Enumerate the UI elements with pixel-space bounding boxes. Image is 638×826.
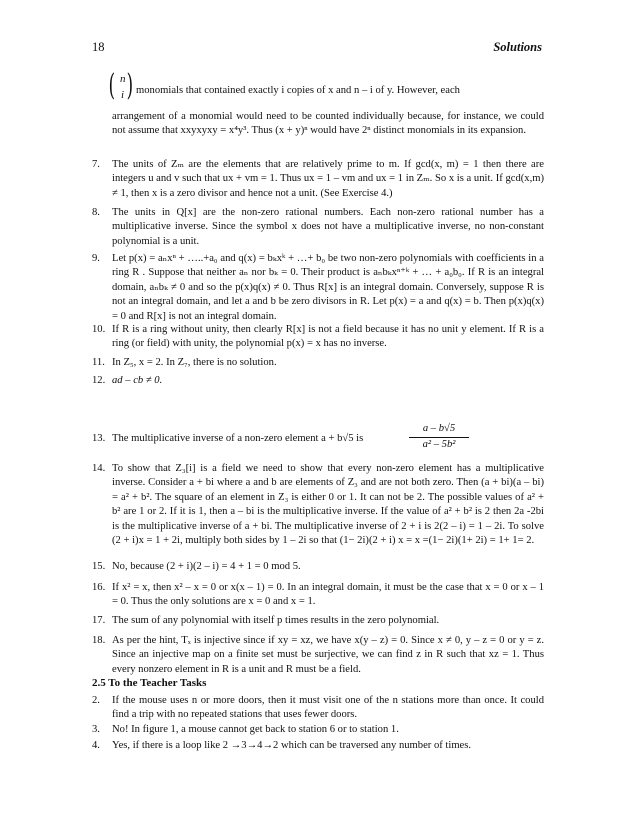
teacher-task-4 [92,739,544,753]
solution-item-15 [92,560,544,574]
item-number: 3. [92,724,100,735]
item-number: 16. [92,582,106,593]
item-number: 10. [92,324,106,335]
solution-item-11 [92,356,544,370]
solution-item-13 [92,432,544,446]
item-text: Yes, if there is a loop like 2 →3→4→2 which can be traversed any number of times. [112,740,472,751]
solution-item-12 [92,374,544,388]
inverse-fraction [409,422,469,453]
item-text: No! In figure 1, a mouse cannot get back to station 6 or to station 1. [112,724,399,735]
item-text: If the mouse uses n or more doors, then it must visit one of the n stations more than once. It could find a trip with no repeated stations that uses fewer doors. [112,695,544,721]
fraction-numerator: a – b√5 [409,422,469,438]
solution-item-8 [92,206,544,249]
right-paren: ) [126,68,134,103]
item-number: 2. [92,695,100,706]
item-number: 11. [92,357,105,368]
item-number: 8. [92,207,100,218]
running-header-title: Solutions [493,40,542,54]
item-number: 17. [92,615,106,626]
item-text: ad – cb ≠ 0. [112,375,163,386]
item-number: 9. [92,253,100,264]
intro-line-2: arrangement of a monomial would need to be counted individually because, for instance, we could not assume that xxyxyxy = x⁴y³. Thus (x + y)ⁿ would have 2ⁿ distinct monomials in its expansion. [112,111,544,137]
item-number: 7. [92,159,100,170]
binom-bottom: i [121,89,125,101]
solution-item-7 [92,158,544,201]
item-text: Let p(x) = aₙxⁿ + …..+a₀ and q(x) = bₖxᵏ + …+ b₀ be two non-zero polynomials with coefficients in a ring R . Suppose that neither aₙ nor bₖ = 0. Their product is aₙbₖxⁿ⁺ᵏ + … + a₀b₀. If R is an integral domain, aₙbₖ ≠ 0 and so the p(x)q(x) ≠ 0. Thus R[x] is an integral domain. Conversely, suppose R is not an integral domain, and let a and b be zero divisors in R. Let p(x) = a and q(x) = b. Then p(x)q(x) = 0 and R[x] is not an integral domain. [112,253,544,322]
item-text: As per the hint, Tₓ is injective since if xy = xz, we have x(y – z) = 0. Since x ≠ 0, y – z = 0 or y = z. Since an injective map on a finite set must be surjective, we can find z in R such that xz = 1. Thus every nonzero element in R is a unit and R must be a field. [112,635,544,675]
teacher-task-2 [92,694,544,723]
item-text: In Z₅, x = 2. In Z₇, there is no solution. [112,357,277,368]
solution-item-17 [92,614,544,628]
left-paren: ( [108,68,116,103]
solution-item-10 [92,323,544,352]
item-text: To show that Z₃[i] is a field we need to show that every non-zero element has a multiplicative inverse. Consider a + bi where a and b are elements of Z₃ and are not both zero. Then (a + bi)(a – bi) = a² + b². The square of an element in Z₃ is either 0 or 1. It can not be 2. The possible values of a² + b² are 1 or 2. If it is 1, then a – bi is the multiplicative inverse. If the value of a² + b² is 2 then 2a -2bi is the multiplicative inverse of a + bi. The multiplicative inverse of 2 + i is 2(2 – i) = 1 – 2i. To solve (2 + i)x = 1 + 2i, multiply both sides by 1 – 2i so that (1− 2i)(2 + i) x = x =(1− 2i)(1+ 2i) = 1+ 1= 2. [112,463,544,547]
item-number: 18. [92,635,106,646]
solution-item-16 [92,581,544,610]
solution-item-14 [92,462,544,548]
fraction-denominator: a² – 5b² [422,439,456,451]
solution-item-9 [92,252,544,324]
teacher-task-3 [92,723,544,737]
item-number: 15. [92,561,106,572]
item-number: 12. [92,375,106,386]
item-text: The sum of any polynomial with itself p times results in the zero polynomial. [112,615,440,626]
item-text: The multiplicative inverse of a non-zero element a + b√5 is [112,433,364,444]
item-number: 14. [92,463,106,474]
binomial-coefficient [110,70,136,104]
binom-top: n [120,73,126,85]
item-number: 4. [92,740,100,751]
item-text: If R is a ring without unity, then clearly R[x] is not a field because it has no unit y element. If R is a ring (or field) with unity, the polynomial p(x) = x has no inverse. [112,324,544,350]
item-text: The units in Q[x] are the non-zero rational numbers. Each non-zero rational number has a multiplicative inverse. Since the symbol x does not have a multiplicative inverse, no non-constant polynomial is a unit. [112,207,544,247]
item-text: If x² = x, then x² – x = 0 or x(x – 1) = 0. In an integral domain, it must be the case that x = 0 or x – 1 = 0. Thus the only solutions are x = 0 and x = 1. [112,582,544,608]
item-number: 13. [92,433,106,444]
item-text: The units of Zₘ are the elements that are relatively prime to m. If gcd(x, m) = 1 then there are integers u and v such that ux + vm = 1. Thus ux = 1 – vm and ux = 1 in Zₘ. So x is a unit. If gcd(x,m) ≠ 1, then x is a zero divisor and hence not a unit. (See Exercise 4.) [112,159,544,199]
intro-line-1: monomials that contained exactly i copies of x and n – i of y. However, each [136,85,460,96]
solution-item-18 [92,634,544,677]
section-heading: 2.5 To the Teacher Tasks [92,677,207,689]
item-text: No, because (2 + i)(2 – i) = 4 + 1 = 0 mod 5. [112,561,301,572]
page-number: 18 [92,40,105,54]
